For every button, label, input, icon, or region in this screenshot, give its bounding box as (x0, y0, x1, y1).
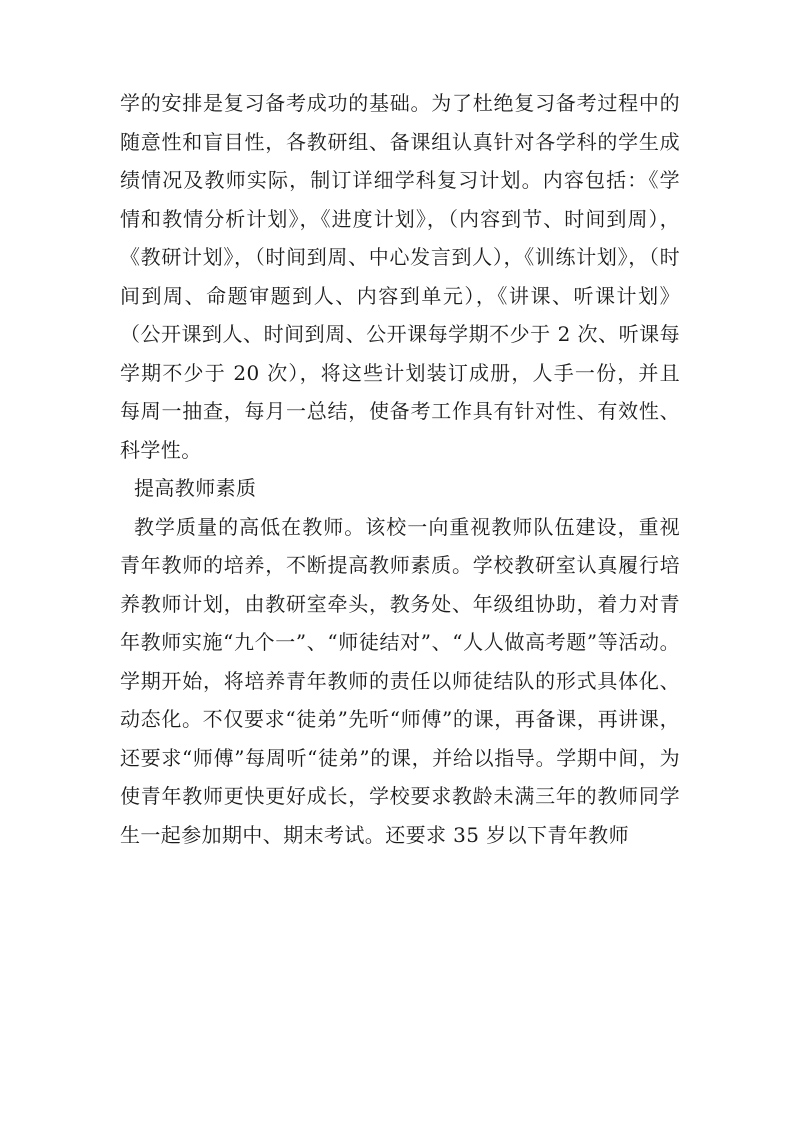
paragraph-teacher-quality: 教学质量的高低在教师。该校一向重视教师队伍建设，重视青年教师的培养，不断提高教师素质。学校教研室认真履行培养教师计划，由教研室牵头，教务处、年级组协助，着力对青年教师实施“九个一”、“师徒结对”、“人人做高考题”等活动。学期开始，将培养青年教师的责任以师徒结队的形式具体化、动态化。不仅要求“徒弟”先听“师傅”的课，再备课，再讲课，还要求“师傅”每周听“徒弟”的课，并给以指导。学期中间，为使青年教师更快更好成长，学校要求教龄未满三年的教师同学生一起参加期中、期末考试。还要求 35 岁以下青年教师 (120, 514, 680, 847)
paragraph-exam-plan: 学的安排是复习备考成功的基础。为了杜绝复习备考过程中的随意性和盲目性，各教研组、备课组认真针对各学科的学生成绩情况及教师实际，制订详细学科复习计划。内容包括：《学情和教情分析计划》，《进度计划》，（内容到节、时间到周），《教研计划》，（时间到周、中心发言到人），《训练计划》，（时间到周、命题审题到人、内容到单元），《讲课、听课计划》（公开课到人、时间到周、公开课每学期不少于 2 次、听课每学期不少于 20 次），将这些计划装订成册，人手一份，并且每周一抽查，每月一总结，使备考工作具有针对性、有效性、科学性。 (120, 91, 680, 462)
section-heading: 提高教师素质 (134, 476, 257, 500)
document-body (120, 84, 680, 854)
